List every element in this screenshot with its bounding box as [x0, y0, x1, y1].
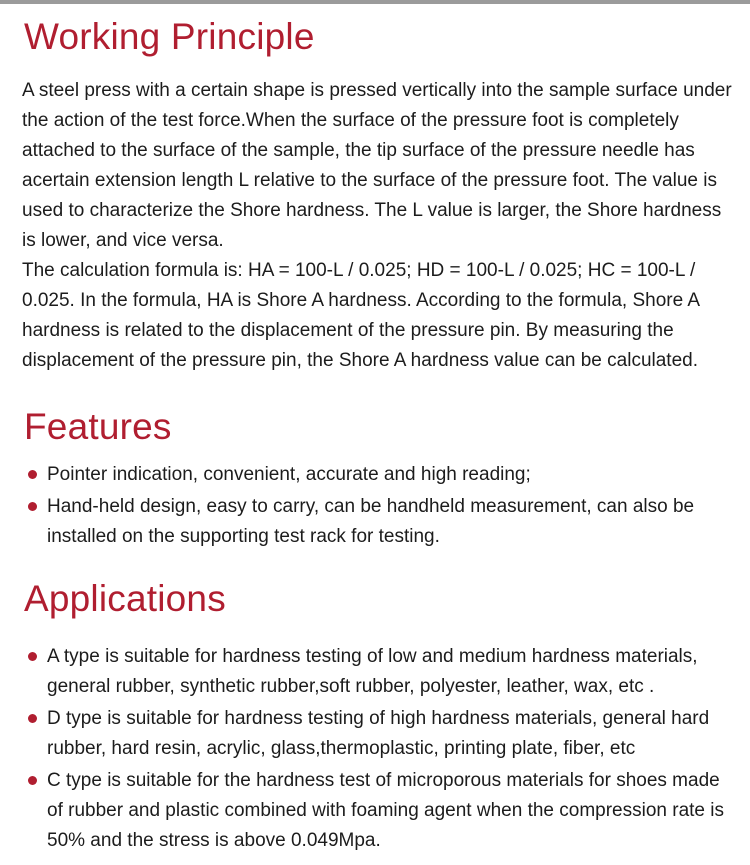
- bullet-dot-icon: [28, 652, 37, 661]
- bullet-dot-icon: [28, 714, 37, 723]
- application-item-text: D type is suitable for hardness testing of high hardness materials, general hard rubber, hard resin, acrylic, glass,thermoplastic, printing plate, fiber, etc: [47, 708, 710, 759]
- section-features: [22, 404, 738, 552]
- working-principle-paragraph-2: The calculation formula is: HA = 100-L / 0.025; HD = 100-L / 0.025; HC = 100-L / 0.025. In the formula, HA is Shore A hardness. According to the formula, Shore A hardness is related to the displacement of the pressure pin. By measuring the displacement of the pressure pin, the Shore A hardness value can be calculated.: [22, 260, 700, 371]
- application-item: [22, 704, 738, 764]
- application-item-text: A type is suitable for hardness testing of low and medium hardness materials, general rubber, synthetic rubber,soft rubber, polyester, leather, wax, etc .: [47, 646, 698, 697]
- feature-item: [22, 460, 738, 490]
- features-list: [22, 460, 738, 552]
- feature-item: [22, 492, 738, 552]
- working-principle-heading: Working Principle: [24, 16, 315, 57]
- bullet-dot-icon: [28, 502, 37, 511]
- bullet-dot-icon: [28, 470, 37, 479]
- document-content: [0, 14, 750, 856]
- application-item: [22, 642, 738, 702]
- working-principle-paragraph-1: A steel press with a certain shape is pressed vertically into the sample surface under the action of the test force.When the surface of the pressure foot is completely attached to the surface of the sample, the tip surface of the pressure needle has acertain extension length L relative to the surface of the pressure foot. The value is used to characterize the Shore hardness. The L value is larger, the Shore hardness is lower, and vice versa.: [22, 80, 732, 251]
- top-divider-bar: [0, 0, 750, 4]
- features-heading: Features: [24, 406, 172, 447]
- section-applications: [22, 576, 738, 856]
- feature-item-text: Hand-held design, easy to carry, can be handheld measurement, can also be installed on the supporting test rack for testing.: [47, 496, 695, 547]
- feature-item-text: Pointer indication, convenient, accurate and high reading;: [47, 464, 531, 485]
- section-working-principle: [22, 14, 738, 376]
- applications-heading: Applications: [24, 578, 226, 619]
- application-item: [22, 766, 738, 856]
- application-item-text: C type is suitable for the hardness test of microporous materials for shoes made of rubber and plastic combined with foaming agent when the compression rate is 50% and the stress is above 0.049Mpa.: [47, 770, 724, 851]
- applications-list: [22, 642, 738, 856]
- bullet-dot-icon: [28, 776, 37, 785]
